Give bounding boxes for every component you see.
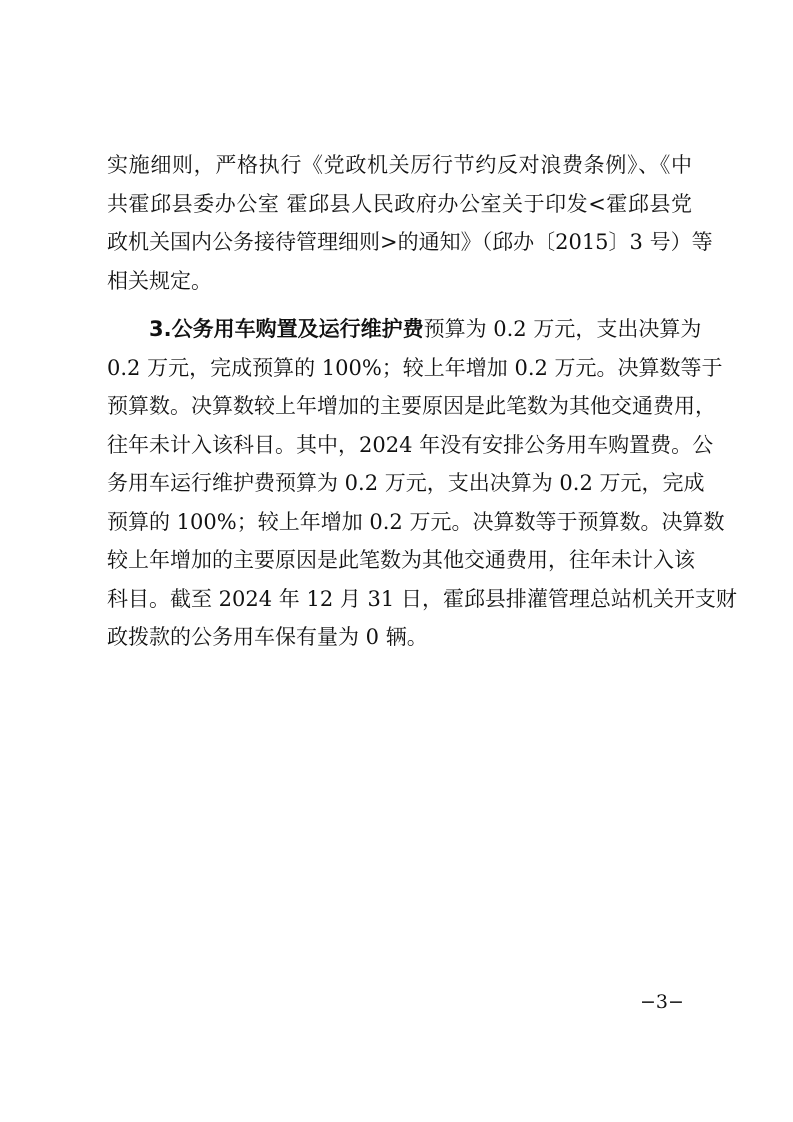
- text-line: 政机关国内公务接待管理细则>的通知》（邱办〔2015〕3 号）等: [107, 230, 713, 254]
- text-line: 实施细则，严格执行《党政机关厉行节约反对浪费条例》、《中: [107, 153, 692, 177]
- text-line: 共霍邱县委办公室 霍邱县人民政府办公室关于印发<霍邱县党: [107, 191, 692, 216]
- text-line: 相关规定。: [107, 268, 212, 293]
- section-heading: 3.公务用车购置及运行维护费: [149, 317, 424, 341]
- page-number: −3−: [640, 991, 684, 1013]
- text-line: 政拨款的公务用车保有量为 0 辆。: [107, 625, 428, 649]
- text-line-first: [107, 310, 702, 349]
- text-line: 往年未计入该科目。其中，2024 年没有安排公务用车购置费。公: [107, 432, 714, 457]
- heading-continuation: 预算为 0.2 万元，支出决算为: [423, 317, 702, 341]
- text-line: 预算数。决算数较上年增加的主要原因是此笔数为其他交通费用，: [107, 394, 716, 418]
- text-line: 科目。截至 2024 年 12 月 31 日，霍邱县排灌管理总站机关开支财: [107, 586, 737, 611]
- body-text: [107, 146, 737, 657]
- text-line: 较上年增加的主要原因是此笔数为其他交通费用，往年未计入该: [107, 548, 695, 572]
- paragraph-2: [107, 310, 737, 657]
- text-line: 务用车运行维护费预算为 0.2 万元，支出决算为 0.2 万元，完成: [107, 471, 705, 495]
- paragraph-1: [107, 146, 713, 300]
- paragraph-spacer: [107, 300, 692, 310]
- text-line: 预算的 100%；较上年增加 0.2 万元。决算数等于预算数。决算数: [107, 509, 725, 534]
- text-line: 0.2 万元，完成预算的 100%；较上年增加 0.2 万元。决算数等于: [107, 355, 723, 380]
